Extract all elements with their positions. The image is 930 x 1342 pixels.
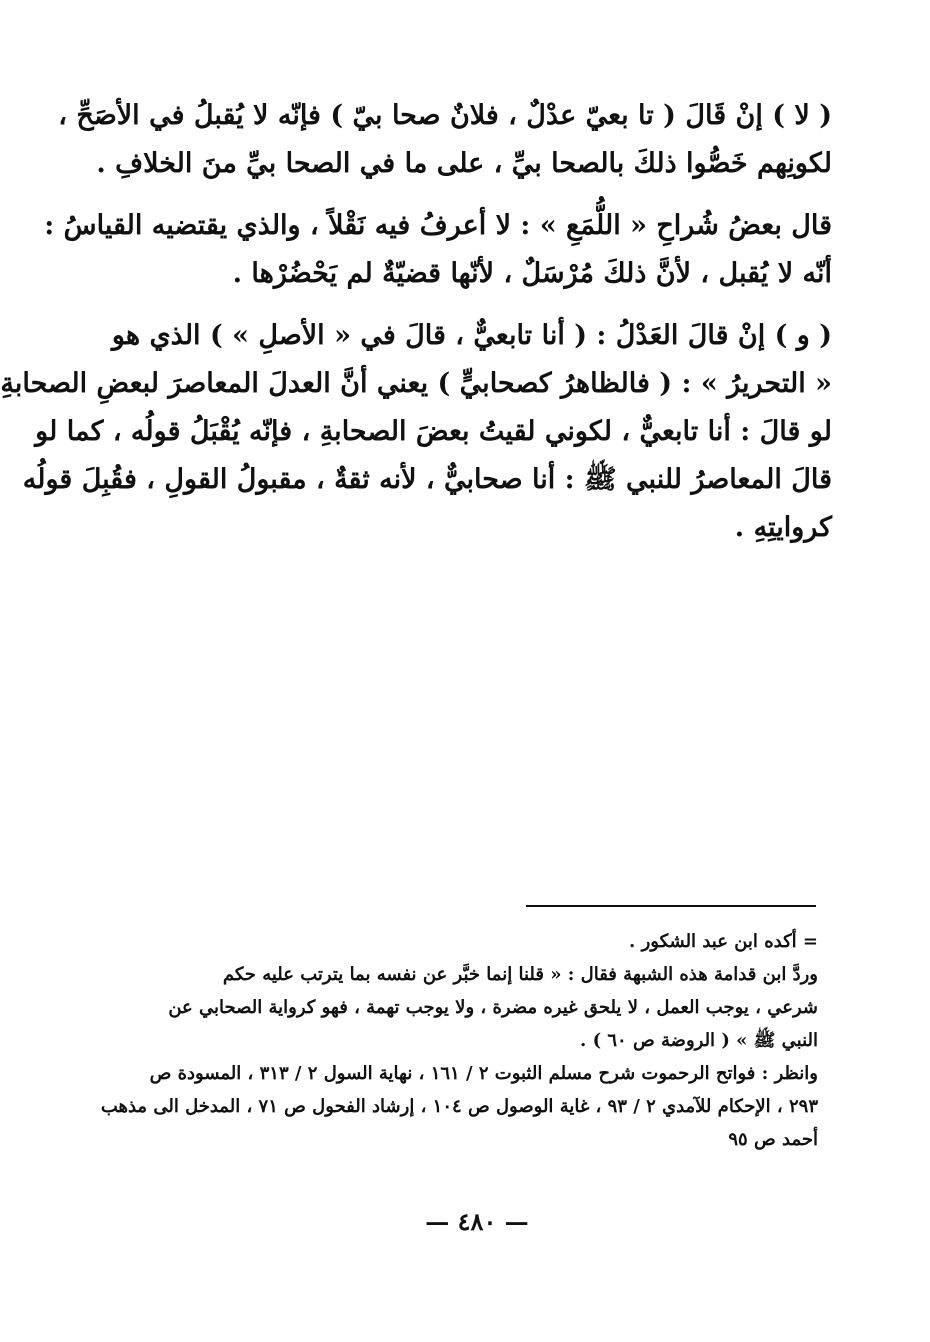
footnotes (100, 925, 818, 1156)
text-line: لكونِهم خَصُّوا ذلكَ بالصحا بيِّ ، على ما في الصحا بيِّ منَ الخلافِ . (96, 148, 832, 179)
footnote-separator (526, 905, 816, 907)
main-text (0, 92, 832, 566)
text-line: قال بعضُ شُراحِ « اللُّمَعِ » : لا أعرفُ فيه نَقْلاً ، والذي يقتضيه القياسُ : (44, 210, 832, 241)
footnote-line: النبي ﷺ » ( الروضة ص ٦٠ ) . (580, 1030, 818, 1051)
paragraph-1 (58, 92, 832, 188)
paragraph-3 (0, 312, 832, 552)
text-line: « التحريرُ » : ( فالظاهرُ كصحابيٍّ ) يعني أنَّ العدلَ المعاصرَ لبعضِ الصحابةِ (0, 368, 832, 399)
footnote-line: أحمد ص ٩٥ (728, 1129, 818, 1150)
footnote-line: ٢٩٣ ، الإحكام للآمدي ٢ / ٩٣ ، غاية الوصول ص ١٠٤ ، إرشاد الفحول ص ٧١ ، المدخل الى مذهب (100, 1096, 818, 1117)
page-number: — ٤٨٠ — (425, 1207, 529, 1236)
footnote-line: وردَّ ابن قدامة هذه الشبهة فقال : « قلنا إنما خبَّر عن نفسه بما يترتب عليه حكم (222, 964, 818, 985)
footnote-line: شرعي ، يوجب العمل ، لا يلحق غيره مضرة ، ولا يوجب تهمة ، فهو كرواية الصحابي عن (168, 997, 818, 1018)
footnote-line: وانظر : فواتح الرحموت شرح مسلم الثبوت ٢ / ١٦١ ، نهاية السول ٢ / ٣١٣ ، المسودة ص (149, 1063, 818, 1084)
text-line: ( لا ) إنْ قَالَ ( تا بعيّ عدْلٌ ، فلانٌ صحا بيّ ) فإنّه لا يُقبلُ في الأصَحِّ ، (58, 100, 832, 131)
paragraph-2 (44, 202, 832, 298)
text-line: كروايتِهِ . (734, 512, 832, 543)
text-line: قالَ المعاصرُ للنبي ﷺ : أنا صحابيٌّ ، لأنه ثقةٌ ، مقبولُ القولِ ، فقُبِلَ قولُه (22, 464, 832, 495)
text-line: أنّه لا يُقبل ، لأنَّ ذلكَ مُرْسَلٌ ، لأنّها قضيّةٌ لم يَحْضُرْها . (232, 258, 832, 289)
text-line: لو قالَ : أنا تابعيٌّ ، لكوني لقيتُ بعضَ الصحابةِ ، فإنّه يُقْبَلُ قولُه ، كما لو (35, 416, 832, 447)
footnote-line: = أكده ابن عبد الشكور . (629, 931, 818, 952)
text-line: ( و ) إنْ قالَ العَدْلُ : ( أنا تابعيٌّ ، قالَ في « الأصلِ » ) الذي هو (111, 320, 832, 351)
